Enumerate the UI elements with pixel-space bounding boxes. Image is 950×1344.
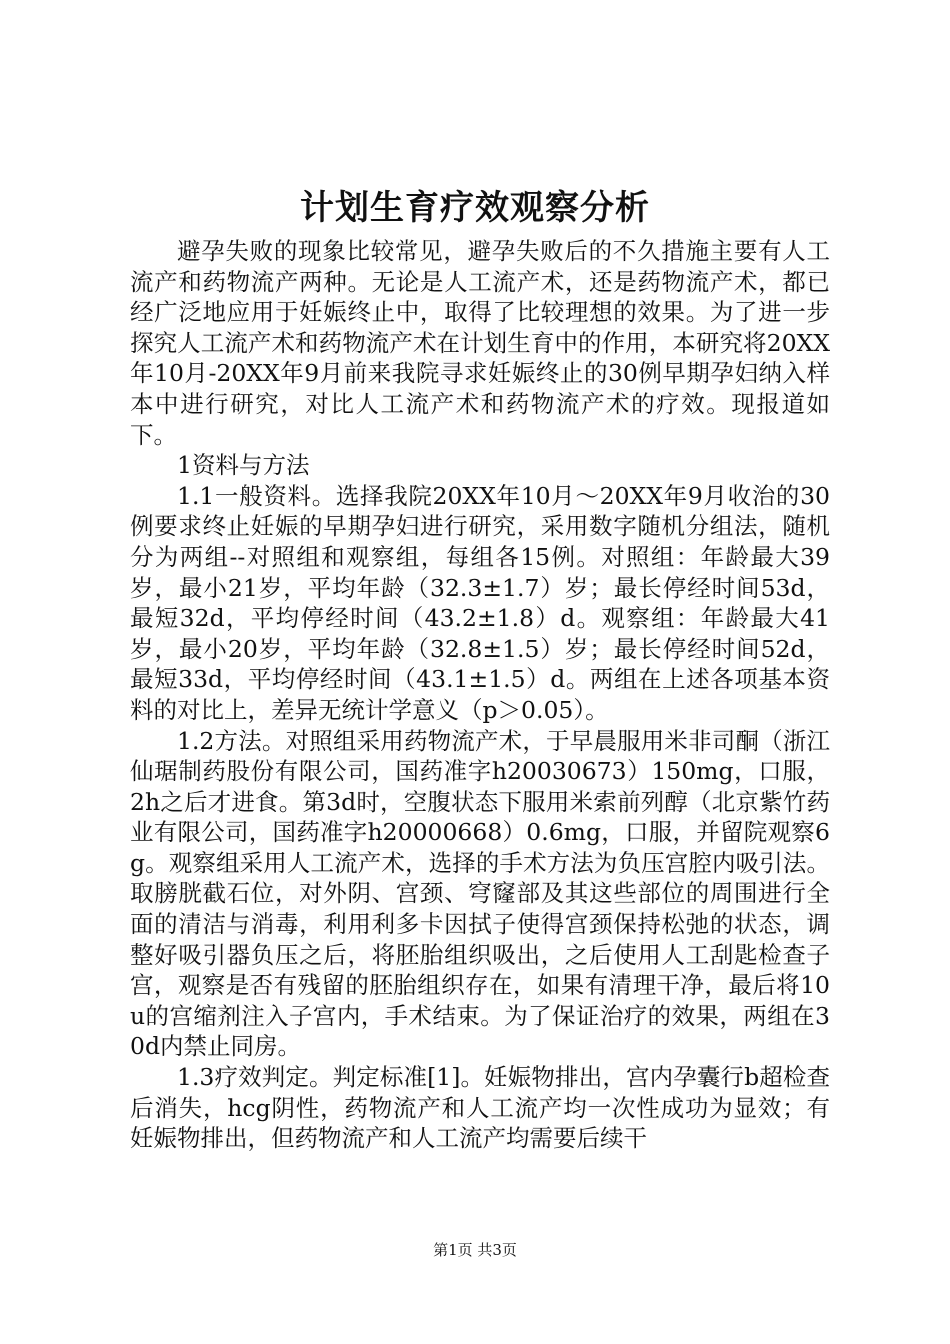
paragraph-efficacy-criteria: 1.3疗效判定。判定标准[1]。妊娠物排出，宫内孕囊行b超检查后消失，hcg阴性，药物流产和人工流产均一次性成功为显效；有妊娠物排出，但药物流产和人工流产均需要后续干 bbox=[130, 1063, 830, 1153]
paragraph-general-data: 1.1一般资料。选择我院20XX年10月～20XX年9月收治的30例要求终止妊娠的早期孕妇进行研究，采用数字随机分组法，随机分为两组--对照组和观察组，每组各15例。对照组：年龄最大39岁，最小21岁，平均年龄（32.3±1.7）岁；最长停经时间53d，最短32d，平均停经时间（43.2±1.8）d。观察组：年龄最大41岁，最小20岁，平均年龄（32.8±1.5）岁；最长停经时间52d，最短33d，平均停经时间（43.1±1.5）d。两组在上述各项基本资料的对比上，差异无统计学意义（p＞0.05）。 bbox=[130, 481, 830, 724]
section-heading-materials-methods: 1资料与方法 bbox=[177, 451, 310, 480]
document-body bbox=[130, 236, 830, 1154]
document-title: 计划生育疗效观察分析 bbox=[300, 188, 650, 228]
paragraph-intro: 避孕失败的现象比较常见，避孕失败后的不久措施主要有人工流产和药物流产两种。无论是人工流产术，还是药物流产术，都已经广泛地应用于妊娠终止中，取得了比较理想的效果。为了进一步探究人工流产术和药物流产术在计划生育中的作用，本研究将20XX年10月-20XX年9月前来我院寻求妊娠终止的30例早期孕妇纳入样本中进行研究，对比人工流产术和药物流产术的疗效。现报道如下。 bbox=[130, 237, 830, 449]
page-footer: 第1页 共3页 bbox=[433, 1241, 517, 1259]
paragraph-methods: 1.2方法。对照组采用药物流产术，于早晨服用米非司酮（浙江仙琚制药股份有限公司，国药准字h20030673）150mg，口服，2h之后才进食。第3d时，空腹状态下服用米索前列醇（北京紫竹药业有限公司，国药准字h20000668）0.6mg，口服，并留院观察6g。观察组采用人工流产术，选择的手术方法为负压宫腔内吸引法。取膀胱截石位，对外阴、宫颈、穹窿部及其这些部位的周围进行全面的清洁与消毒，利用利多卡因拭子使得宫颈保持松弛的状态，调整好吸引器负压之后，将胚胎组织吸出，之后使用人工刮匙检查子宫，观察是否有残留的胚胎组织存在，如果有清理干净，最后将10u的宫缩剂注入子宫内，手术结束。为了保证治疗的效果，两组在30d内禁止同房。 bbox=[130, 726, 830, 1061]
